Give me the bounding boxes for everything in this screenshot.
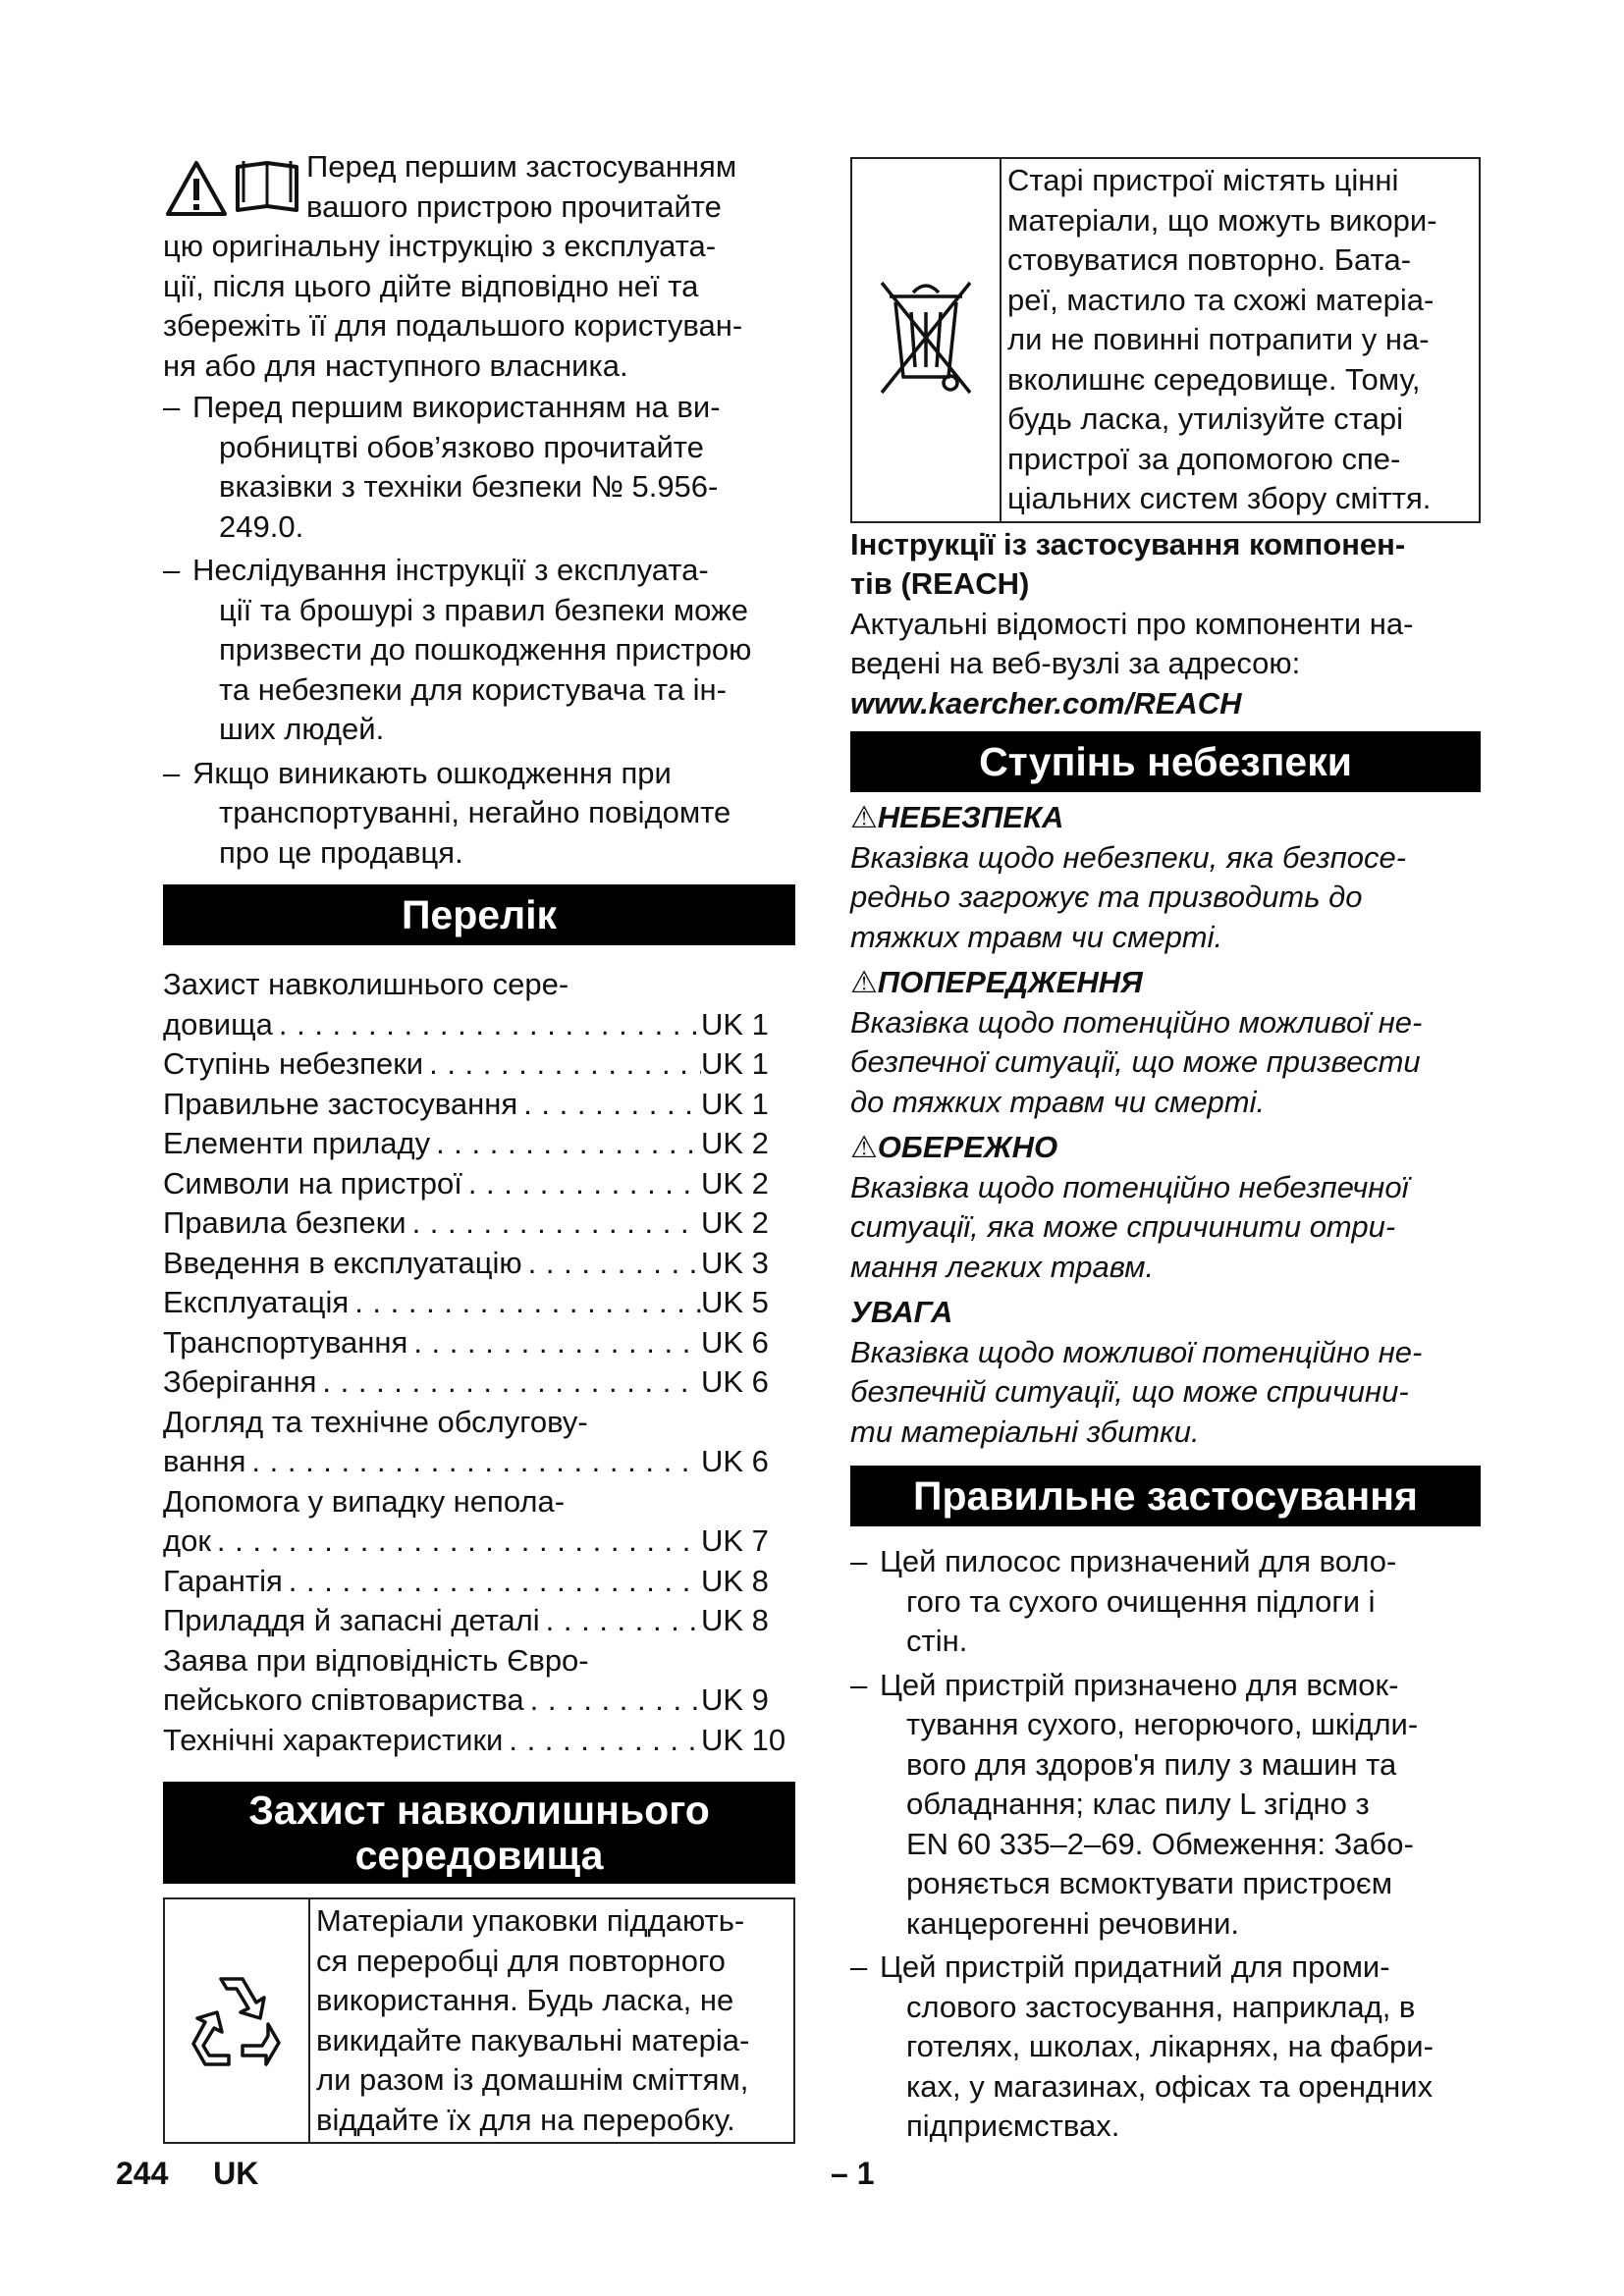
toc-page-ref: UK 6 xyxy=(701,1364,769,1399)
toc-entry-label: Символи на пристрої xyxy=(163,1165,462,1201)
toc-entry[interactable] xyxy=(163,1362,795,1403)
toc-entry-label: Правила безпеки xyxy=(163,1205,406,1240)
hazard-text-line: Вказівка щодо небезпеки, яка безпосе- xyxy=(850,839,1407,875)
toc-entry-label: Догляд та технічне обслугову- xyxy=(163,1404,588,1439)
box-line: реї, мастило та схожі матеріа- xyxy=(1007,282,1435,317)
toc-entry[interactable] xyxy=(163,1641,795,1721)
hazard-levels-heading: Ступінь небезпеки xyxy=(850,731,1481,792)
toc-page-ref: UK 8 xyxy=(701,1563,769,1598)
box-line: ціальних систем збору сміття. xyxy=(1007,481,1432,515)
contents-heading: Перелік xyxy=(163,884,795,945)
toc-page-ref: UK 2 xyxy=(701,1165,769,1201)
page-footer-left xyxy=(116,2156,258,2192)
list-item-line: про це продавця. xyxy=(219,834,463,870)
toc-entry[interactable] xyxy=(163,1562,795,1602)
reach-section xyxy=(850,525,1481,724)
toc-page-ref: UK 6 xyxy=(701,1444,769,1478)
left-column xyxy=(163,147,795,2144)
toc-entry-label: Приладдя й запасні деталі xyxy=(163,1603,540,1637)
toc-entry[interactable] xyxy=(163,1203,795,1244)
toc-page-ref: UK 9 xyxy=(701,1682,769,1717)
toc-page-ref: UK 1 xyxy=(701,1006,769,1041)
list-item-line: вказівки з техніки безпеки № 5.956- xyxy=(219,469,719,504)
hazard-label: УВАГА xyxy=(850,1295,953,1329)
intro-line: ня або для наступного власника. xyxy=(163,347,628,383)
warning-triangle-icon: ⚠ xyxy=(850,800,878,834)
intro-line: Перед першим застосуванням xyxy=(306,149,737,184)
manual-book-icon xyxy=(234,157,302,216)
intended-use-list xyxy=(850,1542,1481,2147)
list-item: – Якщо виникають ошкодження при транспортуванні, негайно повідомте про це продавця. xyxy=(163,754,795,874)
list-item-line: 249.0. xyxy=(219,508,304,544)
hazard-text-line: безпечної ситуації, що може призвести xyxy=(850,1044,1421,1079)
hazard-levels xyxy=(850,798,1481,1452)
toc-entry[interactable] xyxy=(163,1085,795,1125)
list-item-line: Неслідування інструкції з експлуата- xyxy=(192,553,709,587)
list-item-line: гого та сухого очищення підлоги і xyxy=(906,1583,1376,1619)
box-line: викидайте пакувальні матеріа- xyxy=(316,2022,750,2057)
intro-line: цю оригінальну інструкцію з експлуата- xyxy=(163,229,717,263)
hazard-text-line: Вказівка щодо можливої потенційно не- xyxy=(850,1334,1423,1369)
toc-page-ref: UK 6 xyxy=(701,1324,769,1360)
toc-entry-label: довища xyxy=(163,1006,273,1041)
hazard-text-line: ситуації, яка може спричинити отри- xyxy=(850,1209,1396,1244)
box-line: Матеріали упаковки піддають- xyxy=(316,1903,745,1938)
warning-triangle-icon: ⚠ xyxy=(850,965,878,999)
warning-icon xyxy=(165,159,228,218)
list-item-line: слового застосування, наприклад, в xyxy=(906,1989,1416,2024)
list-item-line: ках, у магазинах, офісах та орендних xyxy=(906,2068,1434,2104)
box-line: стовуватися повторно. Бата- xyxy=(1007,242,1412,277)
recycling-icon-cell xyxy=(165,1899,310,2142)
toc-entry[interactable] xyxy=(163,1244,795,1284)
list-item: – Цей пилосос призначений для воло- гого та сухого очищення підлоги і стін. xyxy=(850,1542,1481,1662)
reach-text-line: ведені на веб-вузлі за адресою: xyxy=(850,646,1301,680)
intro-section xyxy=(163,147,795,386)
toc-page-ref: UK 1 xyxy=(701,1086,769,1121)
toc-entry[interactable] xyxy=(163,1124,795,1164)
toc-entry-label: Елементи приладу xyxy=(163,1126,431,1160)
list-item-line: ших людей. xyxy=(219,712,385,746)
list-item-line: Цей пристрій придатний для проми- xyxy=(880,1949,1390,1984)
list-item-line: ції та брошурі з правил безпеки може xyxy=(219,592,749,627)
box-line: будь ласка, утилізуйте старі xyxy=(1007,401,1404,436)
list-item: – Цей пристрій придатний для проми- слового застосування, наприклад, в готелях, школах, лікарнях, на фабри- ках, у магазинах, офісах та орендних підприємствах. xyxy=(850,1948,1481,2147)
toc-page-ref: UK 5 xyxy=(701,1285,769,1319)
list-item-line: тування сухого, негорючого, шкідли- xyxy=(906,1707,1419,1741)
toc-entry-label: Транспортування xyxy=(163,1324,408,1360)
language-code: UK xyxy=(213,2156,259,2191)
toc-page-ref: UK 8 xyxy=(701,1603,769,1637)
hazard-level-danger xyxy=(850,798,1481,957)
toc-entry-label: Експлуатація xyxy=(163,1285,350,1319)
list-item: – Неслідування інструкції з експлуата- ції та брошурі з правил безпеки може призвести до пошкодження пристрою та небезпеки для користувача та ін- ших людей. xyxy=(163,551,795,750)
toc-entry-label: Правильне застосування xyxy=(163,1086,518,1121)
list-item: – Цей пристрій призначено для всмок- тування сухого, негорючого, шкідли- вого для здоров'я пилу з машин та обладнання; клас пилу L згідно з EN 60 335–2–69. Обмеження: Забо- роняється всмоктувати пристроєм канцерогенні речовини. xyxy=(850,1666,1481,1945)
toc-entry-label: Гарантія xyxy=(163,1563,283,1598)
hazard-label: ОБЕРЕЖНО xyxy=(877,1130,1058,1164)
hazard-text-line: ти матеріальні збитки. xyxy=(850,1414,1200,1449)
toc-entry-label: Допомога у випадку непола- xyxy=(163,1483,566,1519)
hazard-label: ПОПЕРЕДЖЕННЯ xyxy=(877,965,1143,999)
box-line: матеріали, що можуть викори- xyxy=(1007,202,1437,238)
toc-entry-label: Захист навколишнього сере- xyxy=(163,967,569,1001)
toc-page-ref: UK 2 xyxy=(701,1126,769,1160)
environment-heading xyxy=(163,1782,795,1884)
toc-entry[interactable] xyxy=(163,1283,795,1323)
reach-text-line: Актуальні відомості про компоненти на- xyxy=(850,606,1414,641)
intro-line: збережіть її для подальшого користуван- xyxy=(163,308,743,343)
box-line: ли разом із домашнім сміттям, xyxy=(316,2062,749,2097)
intro-line: вашого пристрою прочитайте xyxy=(306,188,722,224)
list-item-line: вого для здоров'я пилу з машин та xyxy=(906,1746,1397,1782)
toc-entry[interactable] xyxy=(163,1164,795,1204)
intro-icons xyxy=(163,153,306,222)
box-line: ли не повинні потрапити у на- xyxy=(1007,322,1430,356)
hazard-text-line: до тяжких травм чи смерті. xyxy=(850,1084,1266,1119)
toc-entry[interactable] xyxy=(163,965,795,1044)
toc-entry-label: Технічні характеристики xyxy=(163,1722,504,1757)
reach-url-link[interactable]: www.kaercher.com/REACH xyxy=(850,685,1242,721)
toc-entry-label: вання xyxy=(163,1444,246,1478)
list-item-line: Перед першим використанням на ви- xyxy=(192,390,721,424)
old-devices-text xyxy=(1001,159,1479,521)
list-item-line: робництві обов’язково прочитайте xyxy=(219,429,704,464)
list-item-line: роняється всмоктувати пристроєм xyxy=(906,1866,1393,1900)
reach-title-line: Інструкції із застосування компонен- xyxy=(850,526,1406,561)
intro-line: ції, після цього дійте відповідно неї та xyxy=(163,268,699,303)
list-item-line: Якщо виникають ошкодження при xyxy=(192,755,672,790)
hazard-text-line: тяжких травм чи смерті. xyxy=(850,919,1223,954)
hazard-label: НЕБЕЗПЕКА xyxy=(877,800,1064,834)
table-of-contents xyxy=(163,965,795,1760)
box-line: ся переробці для повторного xyxy=(316,1943,726,1978)
toc-entry-label: Зберігання xyxy=(163,1364,317,1399)
toc-entry[interactable] xyxy=(163,1601,795,1641)
box-line: Старі пристрої містять цінні xyxy=(1007,163,1399,197)
list-item: – Перед першим використанням на ви- робництві обов’язково прочитайте вказівки з техніки безпеки № 5.956- 249.0. xyxy=(163,388,795,547)
box-line: вколишнє середовище. Тому, xyxy=(1007,361,1421,397)
toc-entry-label: док xyxy=(163,1523,211,1558)
section-page-number: – 1 xyxy=(831,2156,875,2191)
list-item-line: Цей пристрій призначено для всмок- xyxy=(880,1667,1399,1702)
toc-entry[interactable] xyxy=(163,1044,795,1085)
list-item-line: стін. xyxy=(906,1624,968,1658)
environment-heading-line: середовища xyxy=(354,1833,604,1878)
hazard-text-line: мання легких травм. xyxy=(850,1249,1155,1284)
toc-entry-label: пейського співтовариства xyxy=(163,1682,524,1717)
safety-notes-list xyxy=(163,388,795,873)
list-item-line: та небезпеки для користувача та ін- xyxy=(219,671,727,707)
toc-entry[interactable] xyxy=(163,1403,795,1482)
list-item-line: підприємствах. xyxy=(906,2109,1120,2143)
reach-title-line: тів (REACH) xyxy=(850,566,1030,601)
box-line: пристрої за допомогою спе- xyxy=(1007,441,1401,476)
toc-page-ref: UK 7 xyxy=(701,1523,769,1558)
packaging-recycling-text xyxy=(310,1899,793,2142)
crossed-bin-icon-cell xyxy=(852,159,1001,521)
environment-heading-line: Захист навколишнього xyxy=(248,1788,710,1833)
list-item-line: Цей пилосос призначений для воло- xyxy=(880,1544,1397,1578)
hazard-text-line: Вказівка щодо потенційно небезпечної xyxy=(850,1169,1409,1204)
list-item-line: транспортуванні, негайно повідомте xyxy=(219,795,731,829)
list-item-line: канцерогенні речовини. xyxy=(906,1905,1240,1941)
box-line: використання. Будь ласка, не xyxy=(316,1983,734,2017)
hazard-text-line: безпечній ситуації, що може спричини- xyxy=(850,1374,1409,1409)
recycling-icon xyxy=(178,1967,296,2075)
page-number: 244 xyxy=(116,2156,169,2191)
hazard-level-warning xyxy=(850,963,1481,1122)
toc-entry[interactable] xyxy=(163,1721,795,1761)
toc-entry-label: Введення в експлуатацію xyxy=(163,1245,522,1280)
warning-triangle-icon: ⚠ xyxy=(850,1130,878,1164)
hazard-level-caution xyxy=(850,1128,1481,1287)
packaging-recycling-box xyxy=(163,1897,795,2144)
list-item-line: обладнання; клас пилу L згідно з xyxy=(906,1787,1370,1821)
intended-use-heading: Правильне застосування xyxy=(850,1466,1481,1526)
list-item-line: готелях, школах, лікарнях, на фабри- xyxy=(906,2029,1434,2063)
list-item-line: EN 60 335–2–69. Обмеження: Забо- xyxy=(906,1826,1414,1861)
toc-entry-label: Ступінь небезпеки xyxy=(163,1046,424,1081)
hazard-text-line: Вказівка щодо потенційно можливої не- xyxy=(850,1004,1423,1040)
right-column xyxy=(850,157,1481,2147)
toc-page-ref: UK 1 xyxy=(701,1046,769,1081)
toc-entry[interactable] xyxy=(163,1482,795,1562)
box-line: віддайте їх для на переробку. xyxy=(316,2102,735,2137)
list-item-line: призвести до пошкодження пристрою xyxy=(219,632,752,667)
old-devices-box xyxy=(850,157,1481,523)
toc-page-ref: UK 3 xyxy=(701,1245,769,1280)
toc-page-ref: UK 10 xyxy=(701,1722,786,1757)
toc-entry[interactable] xyxy=(163,1323,795,1363)
toc-page-ref: UK 2 xyxy=(701,1205,769,1240)
toc-entry-label: Заява при відповідність Євро- xyxy=(163,1642,589,1678)
hazard-text-line: редньо загрожує та призводить до xyxy=(850,880,1363,914)
crossed-bin-icon xyxy=(872,271,980,408)
hazard-level-notice xyxy=(850,1293,1481,1452)
